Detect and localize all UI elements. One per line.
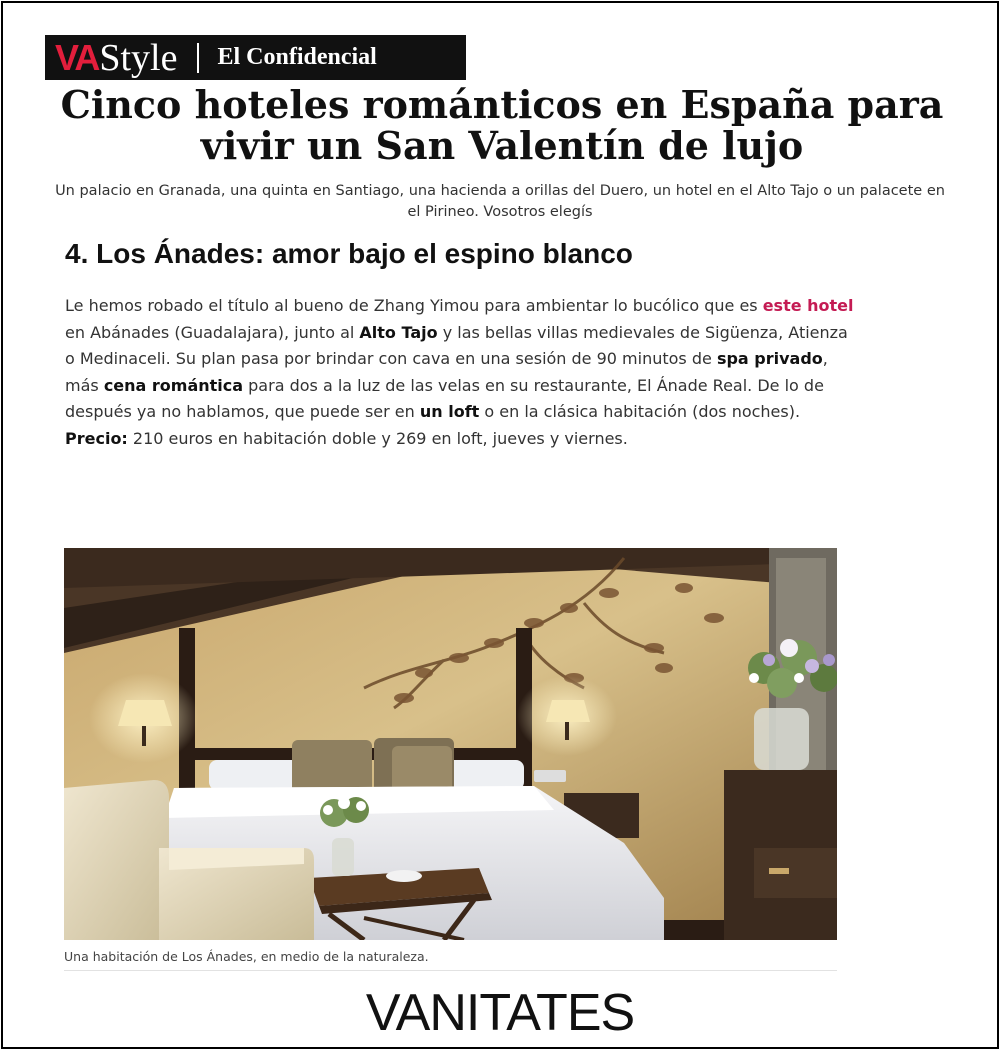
va-logo-mark: VA <box>55 36 99 78</box>
image-caption: Una habitación de Los Ánades, en medio de la naturaleza. <box>64 949 429 964</box>
hotel-link[interactable]: este hotel <box>762 296 854 315</box>
paragraph-text: 210 euros en habitación doble y 269 en loft, jueves y viernes. <box>127 428 628 448</box>
paragraph-text: en Abánades (Guadalajara), junto al <box>65 322 360 342</box>
paragraph-text: , más <box>65 349 828 395</box>
hotel-room-photo <box>64 548 837 940</box>
article-paragraph <box>65 293 855 452</box>
paragraph-text: para dos a la luz de las velas en su restaurante, El Ánade Real. De lo de después ya no hablamos, que puede ser en <box>65 375 824 421</box>
bold-alto-tajo: Alto Tajo <box>359 322 438 342</box>
caption-divider <box>64 970 837 971</box>
logo-divider <box>197 43 199 73</box>
paragraph-text: y las bellas villas medievales de Sigüenza, Atienza o Medinaceli. Su plan pasa por brindar con cava en una sesión de 90 minutos de <box>65 322 848 368</box>
bold-un-loft: un loft <box>419 402 480 421</box>
bold-spa-privado: spa privado <box>716 349 823 368</box>
source-watermark: VANITATES <box>365 984 635 1042</box>
article-headline: Cinco hoteles románticos en España para vivir un San Valentín de lujo <box>60 82 944 168</box>
article-subheadline: Un palacio en Granada, una quinta en Santiago, una hacienda a orillas del Duero, un hotel en el Alto Tajo o un palacete en el Pirineo. Vosotros elegís <box>55 183 945 220</box>
bold-precio-label: Precio: <box>65 428 128 448</box>
paragraph-text: Le hemos robado el título al bueno de Zhang Yimou para ambientar lo bucólico que es <box>65 296 763 315</box>
bold-cena-romantica: cena romántica <box>103 375 244 395</box>
masthead-logo[interactable] <box>45 35 466 80</box>
paragraph-text: o en la clásica habitación (dos noches). <box>479 402 801 421</box>
partner-logo: El Confidencial <box>217 44 377 70</box>
style-logo-word: Style <box>99 36 178 79</box>
section-title: 4. Los Ánades: amor bajo el espino blanco <box>65 238 633 269</box>
